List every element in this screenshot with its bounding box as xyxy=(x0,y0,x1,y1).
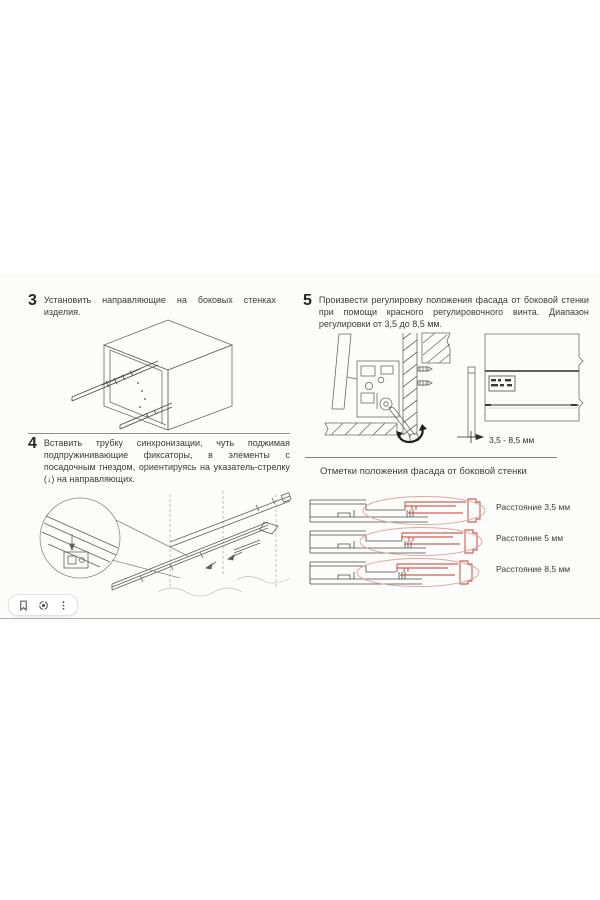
more-options-icon[interactable] xyxy=(54,596,72,614)
step-5-adjustment-illustration xyxy=(323,331,453,449)
step-4-slides-illustration xyxy=(20,490,292,608)
step-5 xyxy=(303,294,589,330)
mark-label-3-5mm: Расстояние 3,5 мм xyxy=(496,502,571,512)
lens-icon[interactable] xyxy=(34,596,52,614)
step-5-panel-illustration xyxy=(455,331,590,449)
mark-label-8-5mm: Расстояние 8,5 мм xyxy=(496,564,571,574)
mark-diagram-5mm xyxy=(308,526,488,558)
step-4-number: 4 xyxy=(28,435,37,452)
step-4-text: Вставить трубку синхронизации, чуть поджимая подпружинивающие фиксаторы, в элементы с посадочным гнездом, ориентируясь на указатель-стрелку (↓) на направляющих. xyxy=(43,438,290,484)
marks-section-title: Отметки положения фасада от боковой стенки xyxy=(320,466,527,477)
left-column-divider xyxy=(28,433,290,434)
right-column-divider xyxy=(305,457,557,458)
viewer-toolbar xyxy=(8,594,78,616)
step-5-number: 5 xyxy=(303,292,312,309)
step-3-cabinet-illustration xyxy=(62,317,282,431)
step-5-text: Произвести регулировку положения фасада от боковой стенки при помощи красного регулировочного винта. Диапазон регулировки от 3,5 до 8,5 мм. xyxy=(318,295,589,329)
step-4 xyxy=(28,437,290,485)
dimension-label: 3,5 - 8,5 мм xyxy=(489,435,535,445)
step-3 xyxy=(28,294,280,318)
document-page xyxy=(0,273,600,619)
mark-diagram-3-5mm xyxy=(308,495,488,527)
step-3-text: Установить направляющие на боковых стенках изделия. xyxy=(43,295,276,317)
bookmark-icon[interactable] xyxy=(14,596,32,614)
step-3-number: 3 xyxy=(28,292,37,309)
mark-diagram-8-5mm xyxy=(308,557,488,589)
mark-label-5mm: Расстояние 5 мм xyxy=(496,533,564,543)
